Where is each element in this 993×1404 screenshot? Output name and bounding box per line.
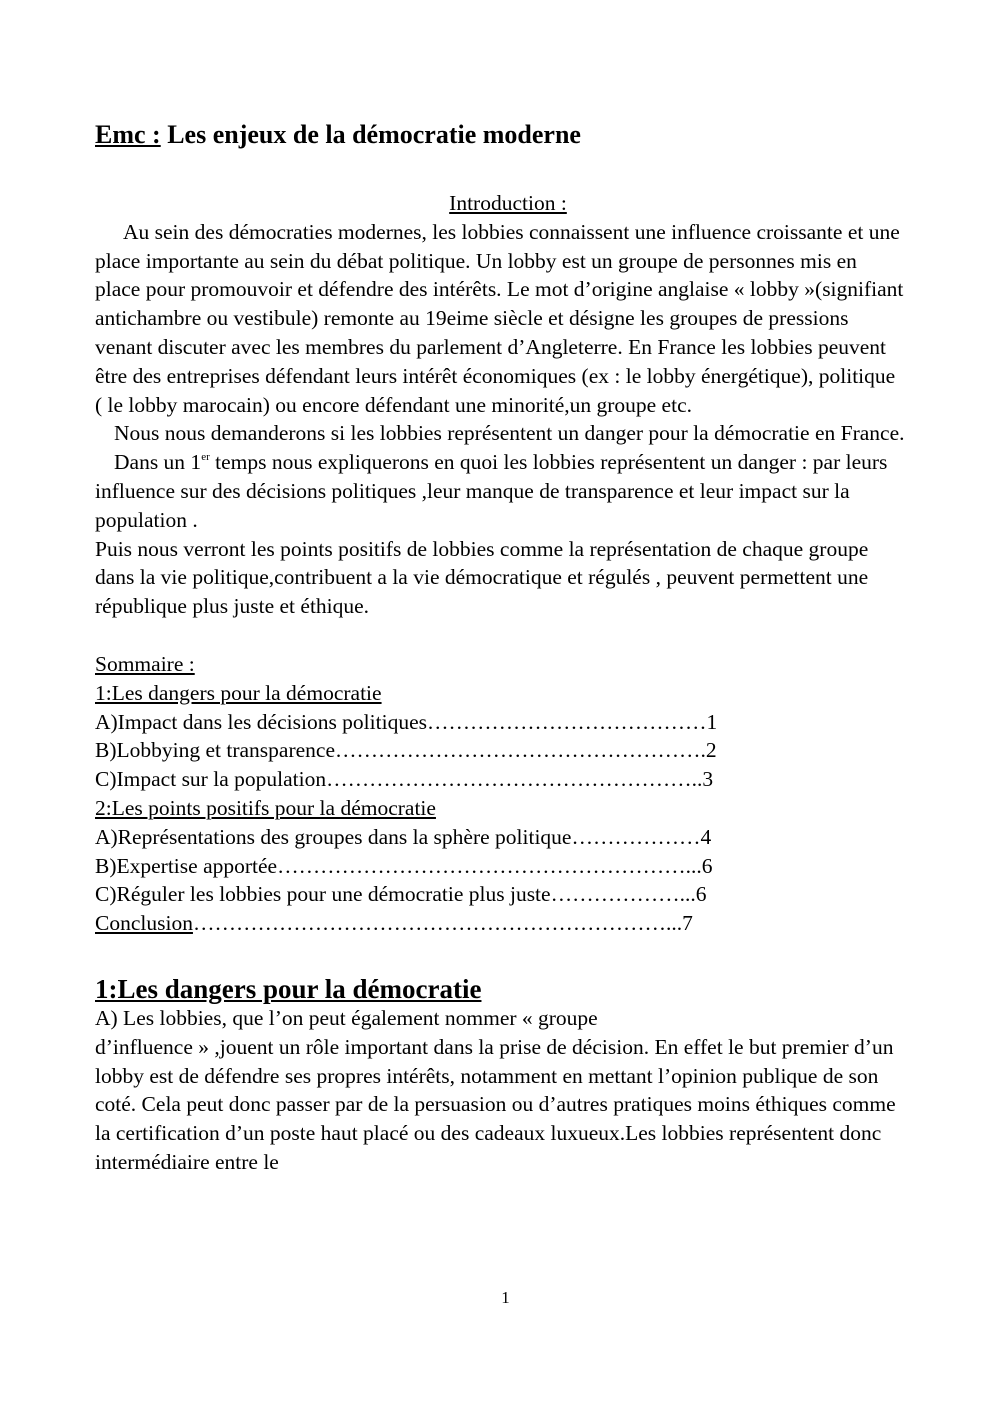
toc-conclusion-dots: …………………………………………………………...7: [192, 911, 693, 936]
toc-item: A)Représentations des groupes dans la sphère politique………………4: [95, 824, 712, 849]
intro-paragraph-2: Nous nous demanderons si les lobbies représentent un danger pour la démocratie en France.: [114, 421, 905, 446]
toc-part1-title: 1:Les dangers pour la démocratie: [95, 680, 382, 705]
toc-conclusion: [95, 909, 905, 938]
page-content: [95, 118, 905, 1177]
document-title: [95, 118, 905, 152]
toc-item: B)Expertise apportée…………………………………………………...6: [95, 853, 713, 878]
toc-item: B)Lobbying et transparence…………………………………………….2: [95, 738, 717, 763]
table-of-contents: [95, 650, 905, 938]
introduction-heading: [95, 189, 905, 218]
toc-conclusion-label: Conclusion: [95, 911, 193, 936]
page-number: 1: [501, 1288, 510, 1307]
toc-part2-title: 2:Les points positifs pour la démocratie: [95, 795, 436, 820]
intro-paragraph-plan-2: Puis nous verront les points positifs de lobbies comme la représentation de chaque groupe dans la vie politique,contribuent a la vie démocratique et régulés , peuvent permettent une république plus juste et éthique.: [95, 536, 869, 619]
toc-heading: Sommaire :: [95, 651, 195, 676]
toc-item: C)Réguler les lobbies pour une démocratie plus juste………………...6: [95, 882, 707, 907]
intro-paragraph-1: Au sein des démocraties modernes, les lobbies connaissent une influence croissante et une place importante au sein du débat politique. Un lobby est un groupe de personnes mis en place pour promouvoir et défendre des intérêts. Le mot d’origine anglaise « lobby »(signifiant antichambre ou vestibule) remonte au 19eime siècle et désigne les groupes de pressions venant discuter avec les membres du parlement d’Angleterre. En France les lobbies peuvent être des entreprises défendant leurs intérêt économiques (ex : le lobby énergétique), politique ( le lobby marocain) ou encore défendant une minorité,un groupe etc.: [95, 219, 904, 417]
section1-line1: A) Les lobbies, que l’on peut également nommer « groupe: [95, 1005, 598, 1030]
toc-item: A)Impact dans les décisions politiques…………………………………1: [95, 709, 718, 734]
title-text: Les enjeux de la démocratie moderne: [160, 120, 581, 149]
plan1-sup: er: [201, 451, 210, 464]
plan1-before: Dans un 1: [114, 450, 202, 475]
section1-body: d’influence » ,jouent un rôle important dans la prise de décision. En effet le but premier d’un lobby est de défendre ses propres intérêts, notamment en mettant l’opinion publique de son coté. Cela peut donc passer par de la persuasion ou d’autres pratiques moins éthiques comme la certification d’un poste haut placé ou des cadeaux luxueux.Les lobbies représentent donc intermédiaire entre le: [95, 1034, 896, 1174]
introduction-heading-text: Introduction :: [449, 191, 567, 215]
section1-heading: 1:Les dangers pour la démocratie: [95, 973, 482, 1004]
plan1-after: temps nous expliquerons en quoi les lobbies représentent un danger : par leurs influence sur des décisions politiques ,leur manque de transparence et leur impact sur la population .: [95, 450, 888, 532]
intro-paragraph-plan-1: [95, 448, 905, 534]
toc-item: C)Impact sur la population……………………………………………..3: [95, 767, 714, 792]
title-prefix: Emc :: [95, 120, 161, 149]
